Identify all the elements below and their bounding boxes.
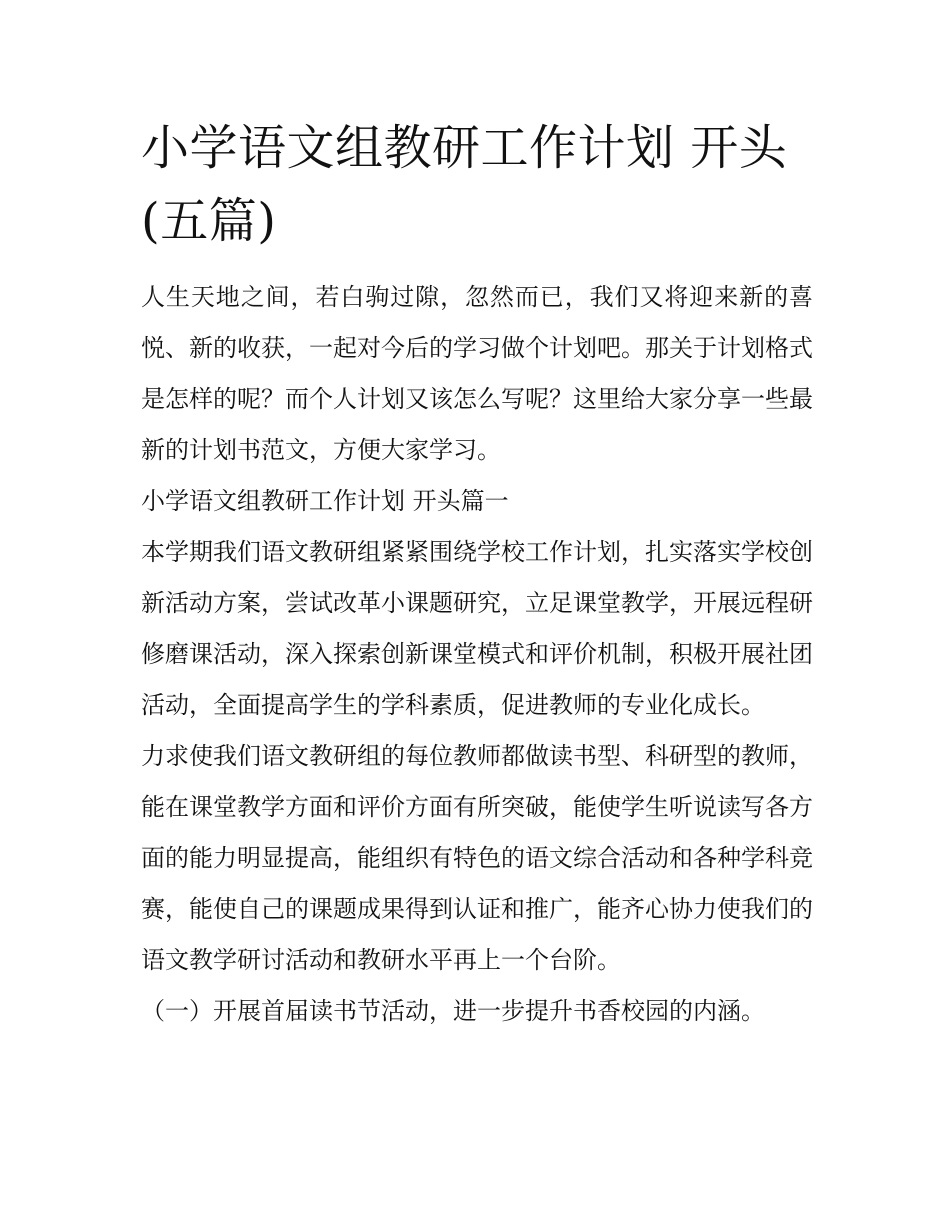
section-heading: 小学语文组教研工作计划 开头篇一 <box>141 487 509 515</box>
document-title: 小学语文组教研工作计划 开头(五篇) <box>141 120 788 249</box>
intro-paragraph: 人生天地之间，若白驹过隙，忽然而已，我们又将迎来新的喜悦、新的收获，一起对今后的学习做个计划吧。那关于计划格式是怎样的呢？而个人计划又该怎么写呢？这里给大家分享一些最新的计划书范文，方便大家学习。 <box>141 283 813 464</box>
body-paragraph-1: 本学期我们语文教研组紧紧围绕学校工作计划，扎实落实学校创新活动方案，尝试改革小课题研究，立足课堂教学，开展远程研修磨课活动，深入探索创新课堂模式和评价机制，积极开展社团活动，全面提高学生的学科素质，促进教师的专业化成长。 <box>141 538 813 719</box>
body-paragraph-3: （一）开展首届读书节活动，进一步提升书香校园的内涵。 <box>141 997 765 1025</box>
body-paragraph-2: 力求使我们语文教研组的每位教师都做读书型、科研型的教师，能在课堂教学方面和评价方面有所突破，能使学生听说读写各方面的能力明显提高，能组织有特色的语文综合活动和各种学科竞赛，能使自己的课题成果得到认证和推广，能齐心协力使我们的语文教学研讨活动和教研水平再上一个台阶。 <box>141 742 813 974</box>
document-body <box>141 112 813 1037</box>
